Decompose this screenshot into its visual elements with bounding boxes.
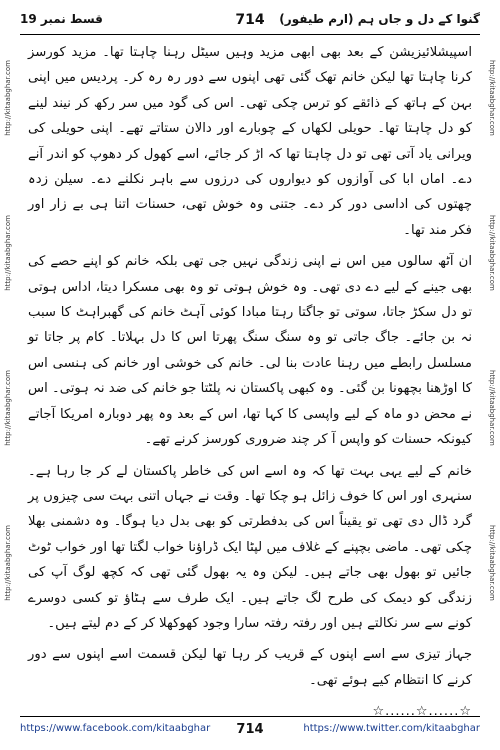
side-watermark-left: http://kitaabghar.com bbox=[4, 60, 12, 136]
side-watermark-left: http://kitaabghar.com bbox=[4, 370, 12, 446]
section-separator: ☆......☆......☆ bbox=[372, 704, 472, 720]
page-header bbox=[20, 12, 480, 34]
footer-divider bbox=[20, 716, 480, 717]
side-watermark-left: http://kitaabghar.com bbox=[4, 525, 12, 601]
paragraph: اسپیشلائیزیشن کے بعد بھی ابھی مزید وہیں سیٹل رہنا چاہتا تھا۔ مزید کورسز کرنا چاہتا تھا لیکن خانم تھک گئی تھی اپنوں سے دور رہ رہ کر۔ پردیس میں اپنی بہن کے ہاتھ کے ذائقے کو ترس چکی تھی۔ اس کی گود میں سر رکھ کر نیند لینے کو دل چاہتا تھا۔ حویلی لکھاں کے چوبارے اور دالان ستاتے تھے۔ اپنی حویلی کی ویرانی یاد آتی تھی تو دل چاہتا تھا کہ اڑ کر جائے، اسے کھول کر دھوپ کو اندر آنے دے۔ اماں ابا کی آوازوں کو دیواروں کی درزوں سے باہر نکلنے دے۔ سیلن زدہ چھتوں کی اداسی دور کر دے۔ جتنی وہ خوش تھی، حسنات اتنا ہی بے زار اور فکر مند تھا۔ bbox=[28, 45, 472, 238]
side-watermark-right: http://kitaabghar.com bbox=[488, 60, 496, 136]
side-watermark-right: http://kitaabghar.com bbox=[488, 370, 496, 446]
novel-title: گنوا کے دل و جاں ہم (ارم طیفور) bbox=[279, 12, 480, 26]
paragraph: خانم کے لیے یہی بہت تھا کہ وہ اسے اس کی خاطر پاکستان لے کر جا رہا ہے۔ سنہری اور اس کا خوف زائل ہو چکا تھا۔ وقت نے جہاں اتنی بہت سی چیزوں پر گرد ڈال دی تھی تو یقیناً اس کی بدفطرتی کو بھی بدل دیا ہوگا۔ وہ دشمنی بھلا چکی تھی۔ ماضی بچپنے کے غلاف میں لپٹا ایک ڈراؤنا خواب لگتا تھا اور خواب ٹوٹ جائیں تو بھول بھی جاتے ہیں۔ لیکن وہ یہ بھول گئی تھی کہ کچھ لوگ آپ کی زندگی کو دیمک کی طرح لگ جاتے ہیں۔ ایک طرف سے ہٹاؤ تو کسی دوسرے کونے سے سر نکالتے ہیں اور رفتہ رفتہ سارا وجود کھوکھلا کر کے دم لیتے ہیں۔ bbox=[28, 463, 472, 631]
side-watermark-left: http://kitaabghar.com bbox=[4, 215, 12, 291]
side-watermark-right: http://kitaabghar.com bbox=[488, 215, 496, 291]
episode-label: قسط نمبر 19 bbox=[20, 12, 103, 26]
page-body bbox=[28, 40, 472, 720]
header-divider bbox=[20, 34, 480, 35]
page-footer bbox=[20, 723, 480, 741]
paragraph: ان آٹھ سالوں میں اس نے اپنی زندگی نہیں جی تھی بلکہ خانم کو اپنے حصے کی بھی جینے کے لیے دے دی تھی۔ وہ خوش ہوتی تو وہ بھی مسکرا دیتا، اداس ہوتی تو دل سکڑ جاتا، سوتی تو جاگتا رہتا مبادا کوئی آہٹ خانم کی گھبراہٹ کا سبب نہ بن جائے۔ جاگ جاتی تو وہ سنگ سنگ پھرتا اس کا دل بہلاتا۔ کام پر جاتا تو مسلسل رابطے میں رہنا عادت بنا لی۔ خانم کی خوشی اور خانم کی ہنسی اس کا اوڑھنا بچھونا بن گئی۔ وہ کبھی پاکستان نہ پلٹتا جو خانم کی ضد نہ ہوتی۔ اس نے محض دو ماہ کے لیے واپسی کا کہا تھا، اس کے بعد وہ پھر دوبارہ امریکا آجاتے کیونکہ حسنات کو واپس آ کر چند ضروری کورسز کرنے تھے۔ bbox=[28, 254, 472, 448]
side-watermark-right: http://kitaabghar.com bbox=[488, 525, 496, 601]
paragraph: جہاز تیزی سے اسے اپنوں کے قریب کر رہا تھا لیکن قسمت اسے اپنوں سے دور کرنے کا انتظام کیے ہوئے تھی۔ bbox=[28, 647, 472, 688]
twitter-link[interactable]: https://www.twitter.com/kitaabghar bbox=[303, 723, 480, 734]
page-number-bottom: 714 bbox=[236, 722, 264, 737]
facebook-link[interactable]: https://www.facebook.com/kitaabghar bbox=[20, 723, 211, 734]
page-number-top: 714 bbox=[235, 12, 265, 28]
